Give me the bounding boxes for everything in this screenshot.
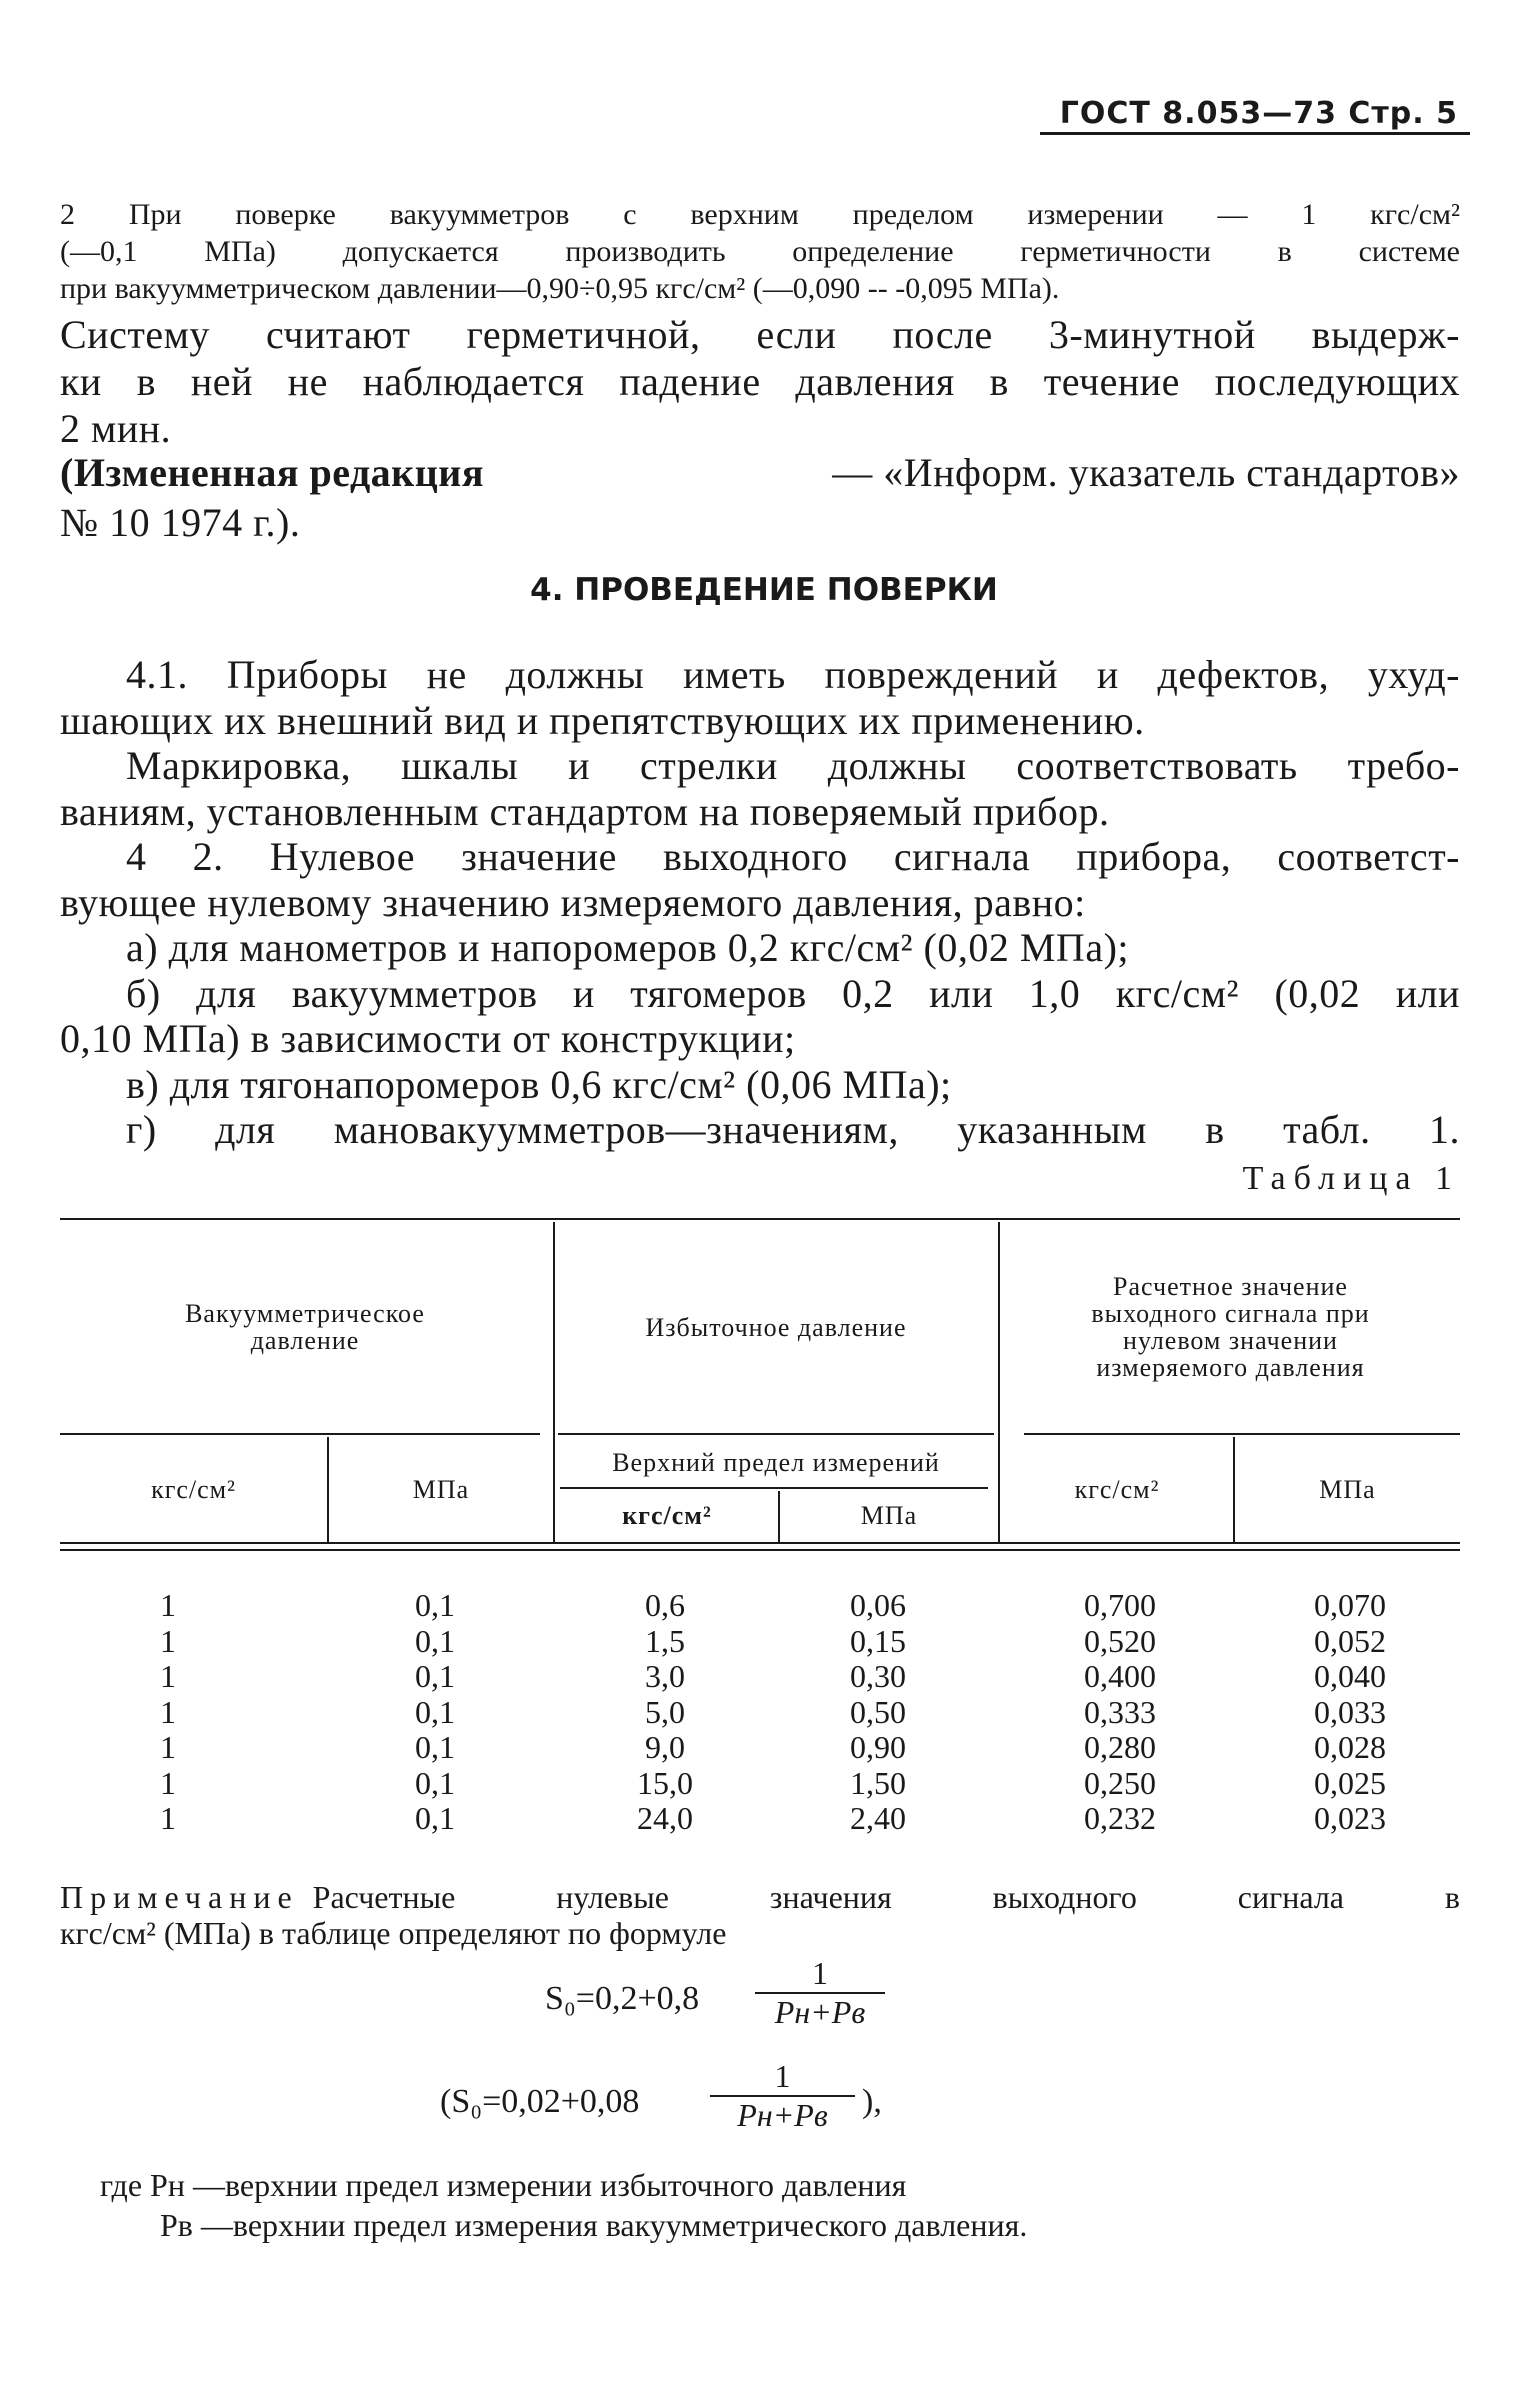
note-rest: Расчетные нулевые значения выходного сигнала в bbox=[312, 1879, 1460, 1915]
cell: 0,028 bbox=[1314, 1729, 1386, 1765]
rule-vacuum bbox=[60, 1433, 540, 1435]
th-vac-kgs: кгс/см² bbox=[151, 1475, 236, 1504]
cell: 0,033 bbox=[1314, 1693, 1386, 1730]
cell: 0,1 bbox=[415, 1693, 455, 1730]
system-line-2: ки в ней не наблюдается падение давления в течение последующих bbox=[60, 359, 1460, 404]
cell: 0,1 bbox=[415, 1800, 455, 1836]
table-caption: Таблица 1 bbox=[1242, 1160, 1460, 1197]
col-calc-kgs bbox=[1050, 1588, 1190, 1837]
cell: 0,040 bbox=[1314, 1658, 1386, 1694]
note-line-1 bbox=[60, 1880, 1460, 1914]
revision-line-2: № 10 1974 г.). bbox=[60, 500, 301, 545]
table-header-rule-1 bbox=[60, 1542, 1460, 1544]
note2-line-1: 2 При поверке вакуумметров с верхним пределом измерении — 1 кгс/см² bbox=[60, 198, 1460, 231]
col-exc-kgs bbox=[605, 1588, 725, 1837]
cell: 0,250 bbox=[1084, 1764, 1156, 1801]
cell: 1 bbox=[160, 1622, 176, 1659]
formula-2-num: 1 bbox=[774, 2058, 791, 2094]
formula-2-tail: ), bbox=[862, 2083, 882, 2120]
body-line-8: б) для вакуумметров и тягомеров 0,2 или 1,0 кгс/см² (0,02 или bbox=[126, 971, 1460, 1016]
body-line-1: 4.1. Приборы не должны иметь повреждений и дефектов, ухуд- bbox=[126, 652, 1460, 697]
body-line-4: ваниям, установленным стандартом на поверяемый прибор. bbox=[60, 789, 1110, 834]
cell: 0,1 bbox=[415, 1729, 455, 1765]
cell: 1 bbox=[160, 1729, 176, 1765]
cell: 0,1 bbox=[415, 1764, 455, 1801]
body-line-3: Маркировка, шкалы и стрелки должны соответствовать требо- bbox=[126, 743, 1460, 788]
cell: 0,1 bbox=[415, 1587, 455, 1623]
cell: 0,023 bbox=[1314, 1800, 1386, 1836]
revision-rest: — «Информ. указатель стандартов» bbox=[832, 450, 1460, 495]
col-exc-mpa bbox=[818, 1588, 938, 1837]
th-vacuum: Вакуумметрическое давление bbox=[185, 1299, 425, 1355]
th-calc: Расчетное значение выходного сигнала при нулевом значении измеряемого давления bbox=[1091, 1272, 1370, 1382]
th-calc-kgs: кгс/см² bbox=[1074, 1475, 1160, 1504]
cell: 0,280 bbox=[1084, 1729, 1156, 1765]
cell: 0,1 bbox=[415, 1622, 455, 1659]
th-vac-mpa: МПа bbox=[412, 1475, 470, 1504]
cell: 1,50 bbox=[850, 1764, 906, 1801]
cell: 0,400 bbox=[1084, 1658, 1156, 1694]
cell: 0,15 bbox=[850, 1622, 906, 1659]
note-line-2: кгс/см² (МПа) в таблице определяют по формуле bbox=[60, 1915, 727, 1951]
th-calc-mpa: МПа bbox=[1319, 1475, 1376, 1504]
body-line-5: 4 2. Нулевое значение выходного сигнала прибора, соответст- bbox=[126, 834, 1460, 879]
cell: 24,0 bbox=[637, 1800, 693, 1836]
formula-2-fraction bbox=[710, 2058, 855, 2134]
cell: 15,0 bbox=[637, 1764, 693, 1801]
cell: 2,40 bbox=[850, 1800, 906, 1836]
formula-2-lhs: (S₀=0,02+0,08 bbox=[440, 2083, 640, 2120]
body-line-7: а) для манометров и напоромеров 0,2 кгс/см² (0,02 МПа); bbox=[126, 925, 1130, 970]
body-line-6: вующее нулевому значению измеряемого давления, равно: bbox=[60, 880, 1086, 925]
cell: 0,333 bbox=[1084, 1693, 1156, 1730]
cell: 1 bbox=[160, 1693, 176, 1730]
cell: 1 bbox=[160, 1587, 176, 1623]
cell: 9,0 bbox=[645, 1729, 685, 1765]
section-heading: 4. ПРОВЕДЕНИЕ ПОВЕРКИ bbox=[530, 572, 998, 608]
vline-1 bbox=[553, 1222, 555, 1542]
revision-line-1 bbox=[60, 450, 1460, 495]
th-upper: Верхний предел измерений bbox=[612, 1447, 940, 1477]
cell: 0,06 bbox=[850, 1587, 906, 1623]
th-exc-kgs: кгс/см² bbox=[622, 1501, 712, 1530]
formula-2-den: Pн+Pв bbox=[737, 2097, 828, 2133]
vline-2 bbox=[998, 1222, 1000, 1542]
header-text: ГОСТ 8.053—73 Стр. 5 bbox=[1059, 96, 1458, 131]
cell: 0,50 bbox=[850, 1693, 906, 1730]
cell: 5,0 bbox=[645, 1693, 685, 1730]
th-excess: Избыточное давление bbox=[645, 1312, 907, 1342]
system-line-1: Систему считают герметичной, если после 3-минутной выдерж- bbox=[60, 312, 1460, 357]
cell: 0,30 bbox=[850, 1658, 906, 1694]
th-exc-mpa: МПа bbox=[860, 1501, 918, 1530]
revision-bold: (Измененная редакция bbox=[60, 450, 484, 495]
cell: 0,1 bbox=[415, 1658, 455, 1694]
col-calc-mpa bbox=[1280, 1588, 1420, 1837]
body-line-11: г) для мановакуумметров—значениям, указанным в табл. 1. bbox=[126, 1107, 1460, 1152]
cell: 0,070 bbox=[1314, 1587, 1386, 1623]
note2-line-2: (—0,1 МПа) допускается производить определение герметичности в системе bbox=[60, 235, 1460, 268]
rule-excess bbox=[558, 1433, 994, 1435]
page-header bbox=[1040, 92, 1470, 135]
where-line-2: Pв —верхнии предел измерения вакуумметрического давления. bbox=[160, 2207, 1028, 2243]
col-vac-kgs bbox=[160, 1588, 200, 1837]
note2-line-3: при вакуумметрическом давлении—0,90÷0,95 кгс/см² (—0,090 -- -0,095 МПа). bbox=[60, 272, 1060, 305]
cell: 0,520 bbox=[1084, 1622, 1156, 1659]
note-word: Примечание bbox=[60, 1879, 299, 1915]
where-line-1: где Pн —верхнии предел измерении избыточного давления bbox=[100, 2167, 907, 2203]
cell: 0,052 bbox=[1314, 1622, 1386, 1659]
body-line-10: в) для тягонапоромеров 0,6 кгс/см² (0,06 МПа); bbox=[126, 1062, 952, 1107]
cell: 3,0 bbox=[645, 1658, 685, 1694]
cell: 1 bbox=[160, 1764, 176, 1801]
col-vac-mpa bbox=[380, 1588, 490, 1837]
formula-1-fraction bbox=[755, 1955, 885, 2031]
table-top-rule bbox=[60, 1218, 1460, 1220]
system-line-3: 2 мин. bbox=[60, 406, 172, 451]
cell: 1 bbox=[160, 1800, 176, 1836]
cell: 1,5 bbox=[645, 1622, 685, 1659]
cell: 1 bbox=[160, 1658, 176, 1694]
formula-1-lhs: S₀=0,2+0,8 bbox=[545, 1980, 700, 2017]
cell: 0,700 bbox=[1084, 1587, 1156, 1623]
cell: 0,232 bbox=[1084, 1800, 1156, 1836]
formula-1-den: Pн+Pв bbox=[774, 1994, 866, 2030]
body-line-9: 0,10 МПа) в зависимости от конструкции; bbox=[60, 1016, 796, 1061]
table-header-rule-2 bbox=[60, 1549, 1460, 1551]
cell: 0,025 bbox=[1314, 1764, 1386, 1801]
formula-1-num: 1 bbox=[812, 1955, 828, 1991]
body-line-2: шающих их внешний вид и препятствующих их применению. bbox=[60, 698, 1145, 743]
cell: 0,6 bbox=[645, 1587, 685, 1623]
rule-calc bbox=[1024, 1433, 1460, 1435]
cell: 0,90 bbox=[850, 1729, 906, 1765]
